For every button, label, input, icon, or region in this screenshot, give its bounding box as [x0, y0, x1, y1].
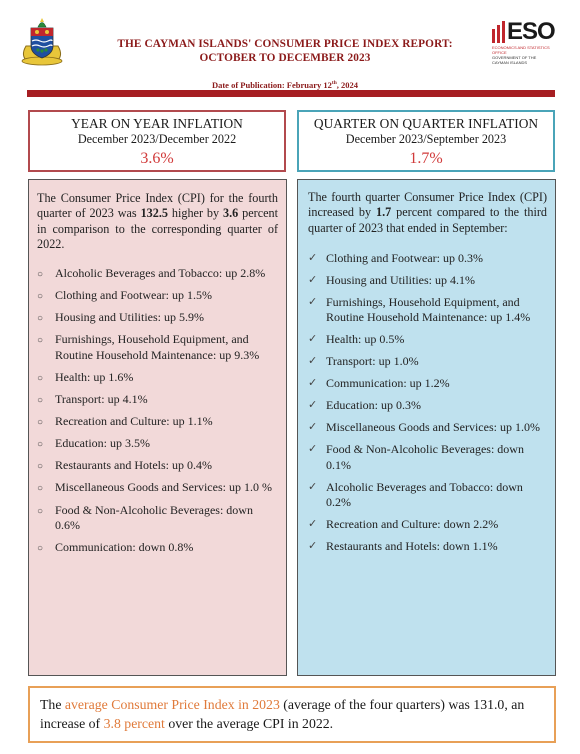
circle-bullet-icon: ○ [37, 417, 44, 429]
list-item [37, 540, 278, 555]
list-item-text: Recreation and Culture: up 1.1% [55, 414, 213, 429]
annual-text-c: (average of the four quarters) was 131.0, an increase of [40, 697, 525, 731]
circle-bullet-icon: ○ [37, 505, 44, 517]
list-item [37, 332, 278, 363]
circle-bullet-icon: ○ [37, 483, 44, 495]
eso-subtitle [492, 45, 554, 65]
list-item-text: Communication: up 1.2% [326, 376, 450, 391]
qoq-details-panel [297, 179, 556, 676]
list-item [308, 517, 547, 532]
check-mark-icon: ✓ [308, 421, 318, 434]
list-item [37, 392, 278, 407]
list-item-text: Housing and Utilities: up 5.9% [55, 310, 204, 325]
yoy-value: 3.6% [140, 150, 174, 167]
qoq-intro [308, 190, 547, 236]
list-item [308, 442, 547, 473]
qoq-heading: QUARTER ON QUARTER INFLATION [313, 116, 539, 131]
check-mark-icon: ✓ [308, 399, 318, 412]
check-mark-icon: ✓ [308, 295, 318, 308]
annual-highlight-pct: 3.8 percent [103, 715, 165, 731]
eso-subtitle-line1: ECONOMICS AND STATISTICS OFFICE [492, 45, 550, 55]
qoq-intro-pct: 1.7 [376, 205, 392, 220]
annual-highlight-cpi: average Consumer Price Index in 2023 [64, 697, 280, 712]
pubdate-prefix: Date of Publication: February 12 [211, 80, 332, 90]
list-item-text: Recreation and Culture: down 2.2% [326, 517, 499, 532]
circle-bullet-icon: ○ [37, 269, 44, 281]
check-mark-icon: ✓ [308, 518, 318, 531]
annual-text-e: over the average CPI in 2022. [164, 715, 334, 731]
report-title [80, 37, 490, 65]
qoq-period: December 2023/September 2023 [345, 132, 507, 146]
list-item [308, 295, 547, 326]
list-item [37, 458, 278, 473]
report-title-line1: THE CAYMAN ISLANDS' CONSUMER PRICE INDEX REPORT: [117, 38, 453, 50]
yoy-intro-c: higher by [167, 206, 223, 221]
list-item-text: Education: up 0.3% [326, 398, 421, 413]
check-mark-icon: ✓ [308, 377, 318, 390]
report-title-line2: OCTOBER TO DECEMBER 2023 [199, 52, 371, 64]
pubdate-ordinal: th [331, 80, 337, 87]
eso-subtitle-line2: GOVERNMENT OF THE CAYMAN ISLANDS [492, 55, 537, 65]
eso-bars-icon [492, 21, 506, 43]
list-item-text: Health: up 0.5% [326, 332, 405, 347]
check-mark-icon: ✓ [308, 443, 318, 456]
list-item-text: Miscellaneous Goods and Services: up 1.0% [326, 420, 540, 435]
list-item [308, 420, 547, 435]
circle-bullet-icon: ○ [37, 335, 44, 347]
list-item-text: Transport: up 4.1% [55, 392, 148, 407]
yoy-period: December 2023/December 2022 [77, 132, 237, 146]
list-item-text: Furnishings, Household Equipment, and Routine Household Maintenance: up 9.3% [55, 332, 260, 362]
list-item-text: Food & Non-Alcoholic Beverages: down 0.6% [55, 502, 253, 532]
list-item [308, 354, 547, 369]
eso-mark: ESO [507, 18, 555, 45]
circle-bullet-icon: ○ [37, 372, 44, 384]
list-item [37, 370, 278, 385]
yoy-intro [37, 191, 278, 252]
yoy-heading: YEAR ON YEAR INFLATION [71, 116, 243, 131]
list-item-text: Alcoholic Beverages and Tobacco: down 0.2% [326, 479, 523, 510]
list-item [37, 266, 278, 281]
yoy-details-panel [28, 179, 287, 676]
list-item-text: Communication: down 0.8% [55, 540, 194, 555]
list-item [37, 436, 278, 451]
list-item-text: Food & Non-Alcoholic Beverages: down 0.1% [326, 442, 524, 472]
check-mark-icon: ✓ [308, 540, 318, 553]
check-mark-icon: ✓ [308, 333, 318, 346]
publication-date [80, 80, 490, 90]
list-item-text: Transport: up 1.0% [326, 354, 419, 369]
list-item-text: Restaurants and Hotels: up 0.4% [55, 458, 212, 473]
qoq-intro-c: percent compared to the third quarter of 2023 that ended in September: [308, 205, 548, 235]
header-rule [27, 90, 555, 97]
check-mark-icon: ✓ [308, 273, 318, 286]
pubdate-suffix: , 2024 [336, 80, 359, 90]
circle-bullet-icon: ○ [37, 395, 44, 407]
yoy-intro-cpi: 132.5 [140, 206, 168, 221]
list-item [308, 376, 547, 391]
circle-bullet-icon: ○ [37, 543, 44, 555]
annual-text-a: The [40, 697, 65, 712]
list-item-text: Education: up 3.5% [55, 436, 150, 451]
qoq-list [308, 251, 547, 555]
yoy-list [37, 266, 278, 555]
yoy-inflation-box [28, 110, 286, 172]
list-item [37, 503, 278, 534]
qoq-inflation-box [297, 110, 555, 172]
list-item [37, 480, 278, 495]
list-item [308, 332, 547, 347]
list-item-text: Furnishings, Household Equipment, and Routine Household Maintenance: up 1.4% [326, 294, 531, 325]
list-item [308, 273, 547, 288]
circle-bullet-icon: ○ [37, 313, 44, 325]
yoy-intro-a: The Consumer Price Index (CPI) for the fourth quarter of 2023 was [37, 191, 278, 221]
list-item [308, 539, 547, 554]
yoy-intro-e: percent in comparison to the corresponding quarter of 2022. [37, 206, 278, 251]
list-item-text: Restaurants and Hotels: down 1.1% [326, 539, 498, 554]
list-item [37, 414, 278, 429]
check-mark-icon: ✓ [308, 355, 318, 368]
list-item [37, 310, 278, 325]
qoq-value: 1.7% [409, 150, 443, 167]
circle-bullet-icon: ○ [37, 439, 44, 451]
list-item [308, 398, 547, 413]
annual-average-box [28, 686, 556, 743]
yoy-intro-pct: 3.6 [223, 206, 239, 221]
circle-bullet-icon: ○ [37, 461, 44, 473]
check-mark-icon: ✓ [308, 480, 318, 493]
list-item-text: Housing and Utilities: up 4.1% [326, 272, 475, 287]
eso-logo [492, 18, 555, 65]
list-item [308, 480, 547, 511]
list-item-text: Clothing and Footwear: up 1.5% [55, 288, 212, 303]
coat-of-arms-icon [18, 16, 66, 68]
list-item-text: Miscellaneous Goods and Services: up 1.0 % [55, 480, 272, 495]
list-item-text: Clothing and Footwear: up 0.3% [326, 250, 483, 265]
list-item-text: Health: up 1.6% [55, 369, 134, 384]
check-mark-icon: ✓ [308, 251, 318, 264]
list-item [308, 251, 547, 266]
list-item-text: Alcoholic Beverages and Tobacco: up 2.8% [55, 266, 266, 281]
circle-bullet-icon: ○ [37, 291, 44, 303]
list-item [37, 288, 278, 303]
qoq-intro-a: The fourth quarter Consumer Price Index (CPI) increased by [308, 190, 547, 220]
